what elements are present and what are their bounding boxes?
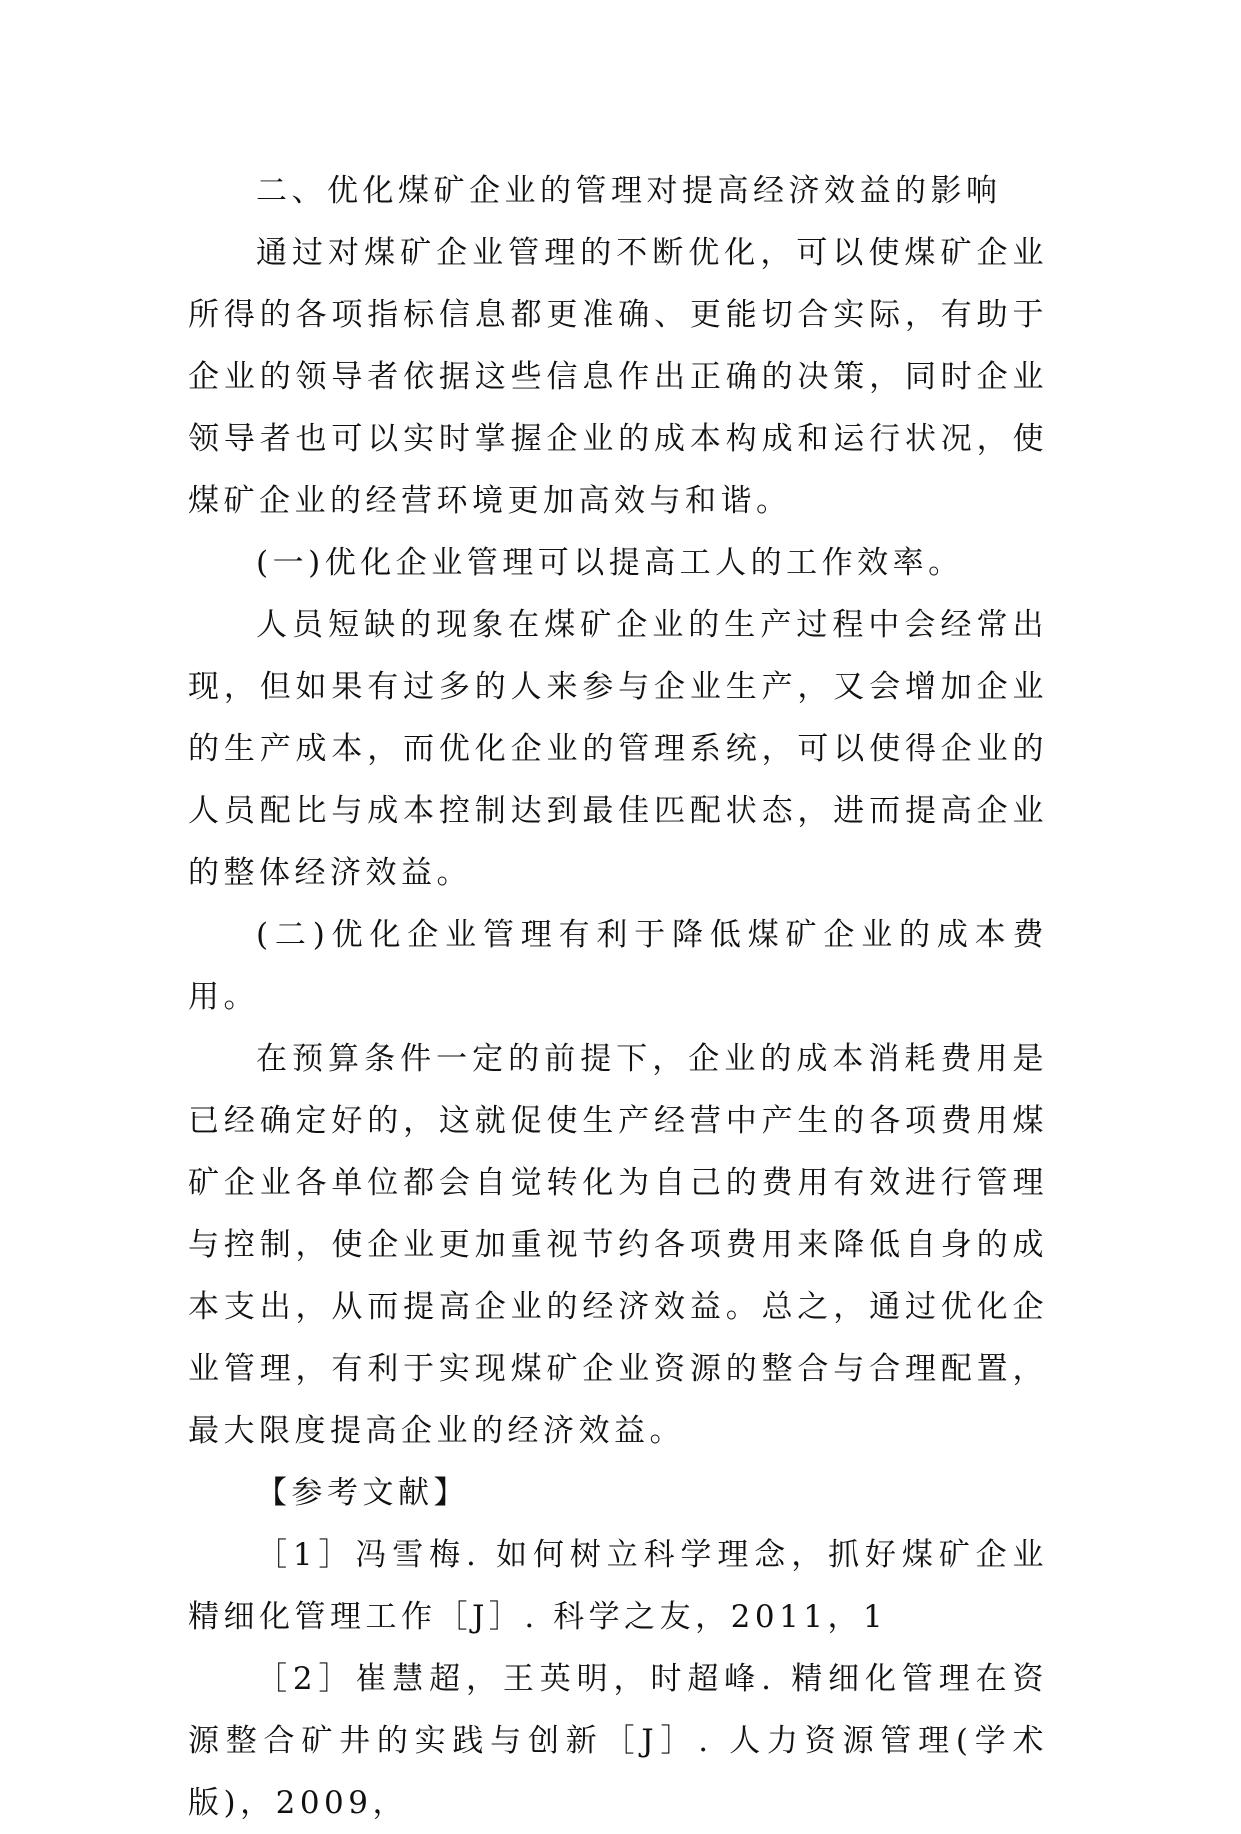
document-body bbox=[188, 160, 1048, 1834]
body-paragraph: 通过对煤矿企业管理的不断优化，可以使煤矿企业所得的各项指标信息都更准确、更能切合实际，有助于企业的领导者依据这些信息作出正确的决策，同时企业领导者也可以实时掌握企业的成本构成和运行状况，使煤矿企业的经营环境更加高效与和谐。 bbox=[188, 235, 1048, 519]
reference-item: ［1］冯雪梅. 如何树立科学理念，抓好煤矿企业精细化管理工作［J］. 科学之友，2011，1 bbox=[188, 1537, 1048, 1635]
reference-item: ［2］崔慧超，王英明，时超峰. 精细化管理在资源整合矿井的实践与创新［J］. 人力资源管理(学术版)，2009， bbox=[188, 1661, 1048, 1821]
subsection-heading: (一)优化企业管理可以提高工人的工作效率。 bbox=[256, 545, 964, 581]
body-paragraph: 在预算条件一定的前提下，企业的成本消耗费用是已经确定好的，这就促使生产经营中产生的各项费用煤矿企业各单位都会自觉转化为自己的费用有效进行管理与控制，使企业更加重视节约各项费用来降低自身的成本支出，从而提高企业的经济效益。总之，通过优化企业管理，有利于实现煤矿企业资源的整合与合理配置，最大限度提高企业的经济效益。 bbox=[188, 1041, 1048, 1449]
references-heading: 【参考文献】 bbox=[256, 1475, 469, 1511]
section-heading: 二、优化煤矿企业的管理对提高经济效益的影响 bbox=[256, 173, 1002, 209]
subsection-heading: (二)优化企业管理有利于降低煤矿企业的成本费用。 bbox=[188, 917, 1048, 1015]
body-paragraph: 人员短缺的现象在煤矿企业的生产过程中会经常出现，但如果有过多的人来参与企业生产，又会增加企业的生产成本，而优化企业的管理系统，可以使得企业的人员配比与成本控制达到最佳匹配状态，进而提高企业的整体经济效益。 bbox=[188, 607, 1048, 891]
